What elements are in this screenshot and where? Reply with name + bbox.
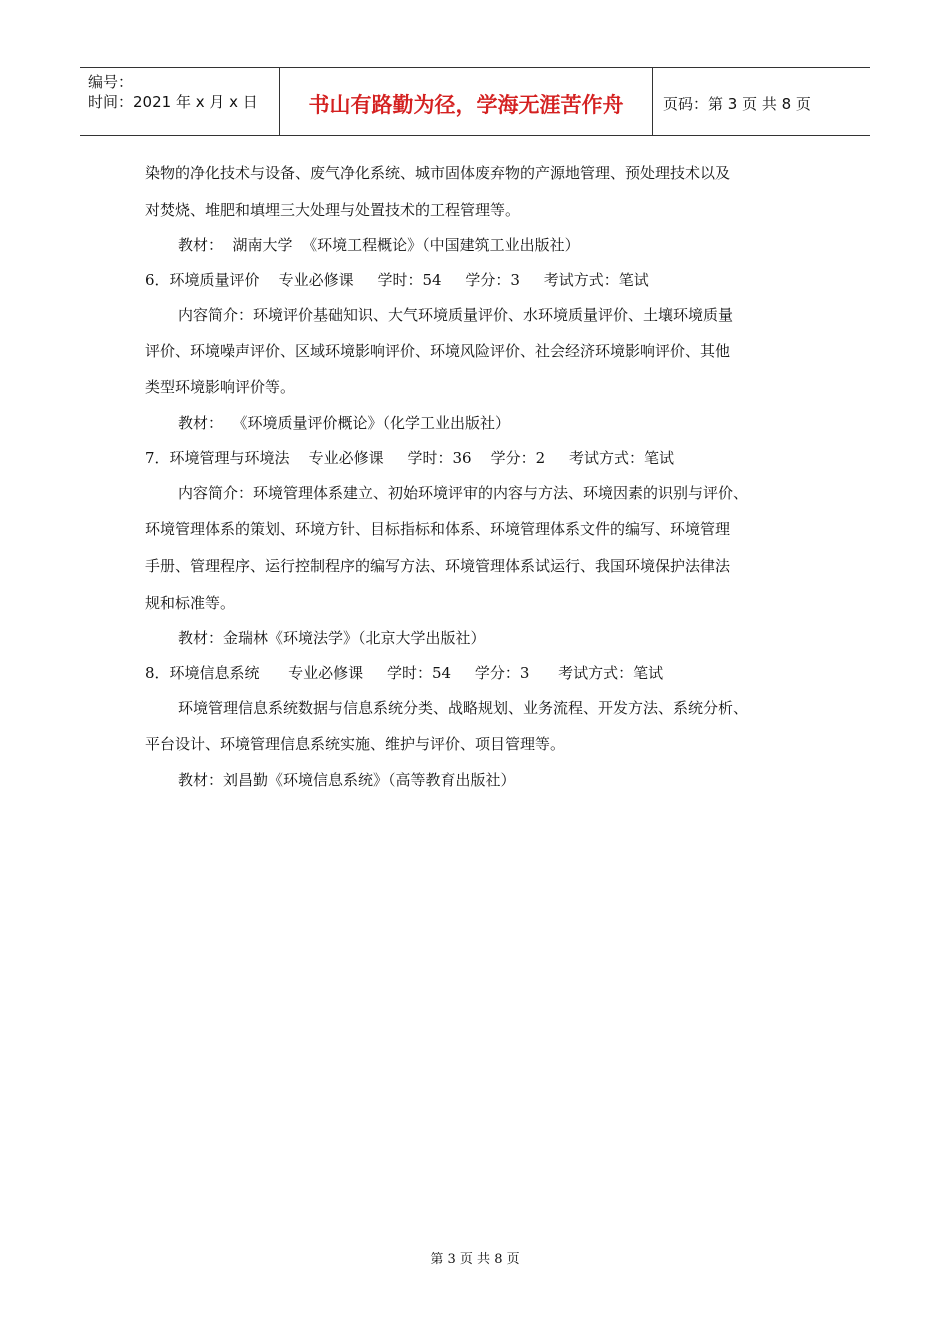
body-line: 评价、环境噪声评价、区域环境影响评价、环境风险评价、社会经济环境影响评价、其他 [145,342,731,360]
body-line: 手册、管理程序、运行控制程序的编写方法、环境管理体系试运行、我国环境保护法律法 [145,557,731,575]
header-meta [80,68,280,135]
course-heading: 8．环境信息系统 专业必修课 学时：54 学分：3 考试方式：笔试 [145,664,664,682]
body-line: 染物的净化技术与设备、废气净化系统、城市固体废弃物的产源地管理、预处理技术以及 [145,164,731,182]
body-line: 内容简介：环境管理体系建立、初始环境评审的内容与方法、环境因素的识别与评价、 [178,484,749,502]
course-heading: 6．环境质量评价 专业必修课 学时：54 学分：3 考试方式：笔试 [145,271,649,289]
body-line: 规和标准等。 [145,594,236,612]
textbook-line: 教材： 湖南大学 《环境工程概论》（中国建筑工业出版社） [178,236,580,254]
textbook-line: 教材：金瑞林《环境法学》（北京大学出版社） [178,629,486,647]
number-label: 编号： [88,73,134,91]
textbook-line: 教材： 《环境质量评价概论》（化学工业出版社） [178,414,511,432]
date-label: 时间：2021 年 x 月 x 日 [88,93,258,111]
body-line: 内容简介：环境评价基础知识、大气环境质量评价、水环境质量评价、土壤环境质量 [178,306,734,324]
motto: 书山有路勤为径，学海无涯苦作舟 [280,68,653,135]
page-footer: 第 3 页 共 8 页 [430,1252,520,1267]
body-line: 对焚烧、堆肥和填埋三大处理与处置技术的工程管理等。 [145,201,521,219]
body-line: 平台设计、环境管理信息系统实施、维护与评价、项目管理等。 [145,735,566,753]
page-indicator: 页码：第 3 页 共 8 页 [663,95,811,113]
page-header [80,67,870,136]
course-heading: 7．环境管理与环境法 专业必修课 学时：36 学分：2 考试方式：笔试 [145,449,675,467]
textbook-line: 教材：刘昌勤《环境信息系统》（高等教育出版社） [178,771,516,789]
body-line: 环境管理体系的策划、环境方针、目标指标和体系、环境管理体系文件的编写、环境管理 [145,520,731,538]
body-line: 类型环境影响评价等。 [145,378,296,396]
body-line: 环境管理信息系统数据与信息系统分类、战略规划、业务流程、开发方法、系统分析、 [178,699,749,717]
